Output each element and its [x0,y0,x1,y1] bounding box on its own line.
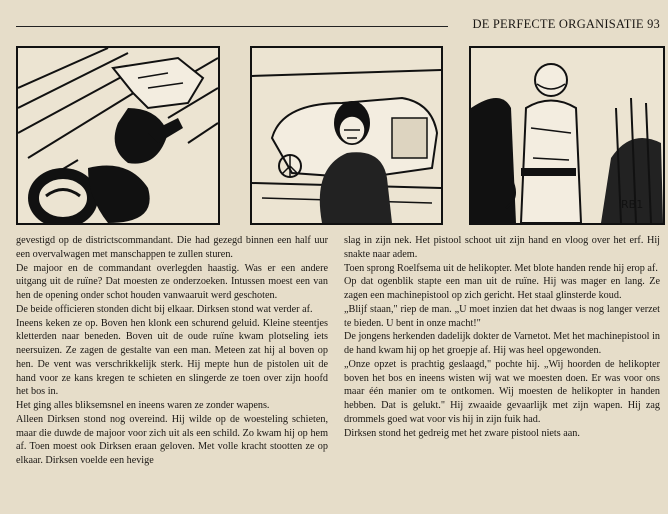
right-text-column [344,234,660,440]
illustration-panel-1 [16,46,220,225]
paragraph: slag in zijn nek. Het pistool schoot uit zijn hand en vloog over het erf. Hij snakte naar adem. [344,235,660,260]
paragraph: De jongens herkenden dadelijk dokter de Varnetot. Met het machinepistool in de hand kwam hij op het groepje af. Hij was heel opgewonden. [344,331,660,356]
paragraph: De beide officieren stonden dicht bij elkaar. Dirksen stond wat verder af. [16,303,313,315]
left-text-column [16,234,328,468]
helicopter-icon [252,48,441,223]
skydiver-icon [18,48,218,223]
paragraph: „Blijf staan," riep de man. „U moet inzien dat het dwaas is nog langer verzet te bieden. U bent in onze macht!" [344,303,660,329]
paragraph: Alleen Dirksen stond nog overeind. Hij wilde op de woesteling schieten, maar die duwde de majoor voor zich uit als een schild. Zo kwam hij op hem af. Toen moest ook Dirksen eraan geloven. Met volle kracht stootten ze op elkaar. Dirksen voelde een hevige [16,413,328,466]
paragraph: Op dat ogenblik stapte een man uit de ruïne. Hij was mager en lang. Ze zagen een machinepistool op zich gericht. Het staal glinsterde koud. [344,276,660,301]
artist-signature: RB1 [621,198,644,211]
paragraph: Ineens keken ze op. Boven hen klonk een schurend geluid. Kleine steentjes kletterden naar beneden. Boven uit de oude ruïne kwam plotseling iets neersuizen. Ze zagen de gestalte van een man. Meteen zat hij al boven op hen. De vent was verschrikkelijk sterk. Hij mepte hun de pistolen uit de hand voor ze kans kregen te schieten en slingerde ze toen over zijn hoofd het bos in. [16,317,328,398]
paragraph: Toen sprong Roelfsema uit de helikopter. Met blote handen rende hij erop af. [344,262,658,274]
header-rule [16,26,448,27]
illustration-panel-2 [250,46,443,225]
paragraph: Dirksen stond het gedreig met het zware pistool niets aan. [344,427,580,439]
paragraph: De majoor en de commandant overlegden haastig. Was er een andere uitgang uit de ruïne? Dat moesten ze onderzoeken. Intussen moest een van hen de opening onder schot houden vanwaaruit werd geschoten. [16,262,328,301]
paragraph: gevestigd op de districtscommandant. Die had gezegd binnen een half uur een overvalwagen met manschappen te zullen sturen. [16,235,328,260]
gunman-icon [471,48,663,223]
paragraph: „Onze opzet is prachtig geslaagd," pochte hij. „Wij hoorden de helikopter boven het bos en ineens wisten wij wat we moesten doen. Er was voor ons maar één manier om te ontkomen. Wij moesten de helikopter in handen hebben. Dat is gelukt." Hij zwaaide gevaarlijk met zijn wapen. Hij zag drommels goed wat voor vis hij in zijn fuik had. [344,358,660,425]
running-head: DE PERFECTE ORGANISATIE 93 [472,17,660,31]
paragraph: Het ging alles bliksemsnel en ineens waren ze zonder wapens. [16,400,270,411]
illustration-panel-3 [469,46,665,225]
